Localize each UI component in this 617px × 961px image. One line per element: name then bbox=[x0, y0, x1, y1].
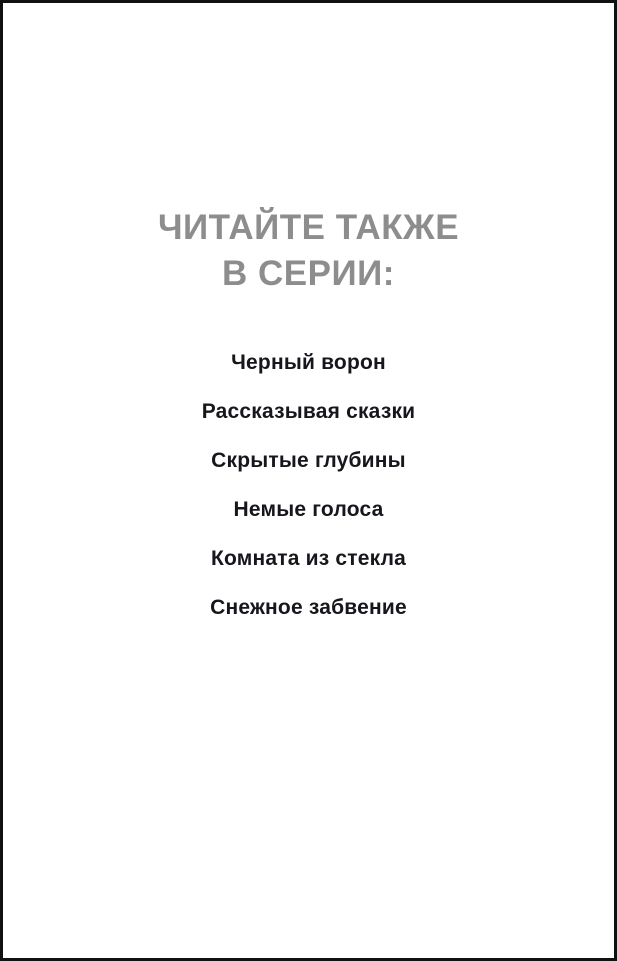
page-title bbox=[158, 205, 459, 296]
series-title-list bbox=[0, 338, 617, 632]
list-item: Черный ворон bbox=[231, 351, 386, 374]
list-item: Скрытые глубины bbox=[211, 449, 406, 472]
page-title-line-2: В СЕРИИ: bbox=[222, 253, 395, 293]
list-item: Немые голоса bbox=[233, 498, 384, 521]
page-title-line-1: ЧИТАЙТЕ ТАКЖЕ bbox=[157, 208, 460, 247]
page-content bbox=[0, 205, 617, 632]
list-item: Комната из стекла bbox=[210, 547, 407, 570]
list-item: Снежное забвение bbox=[210, 596, 407, 619]
list-item: Рассказывая сказки bbox=[201, 400, 416, 423]
